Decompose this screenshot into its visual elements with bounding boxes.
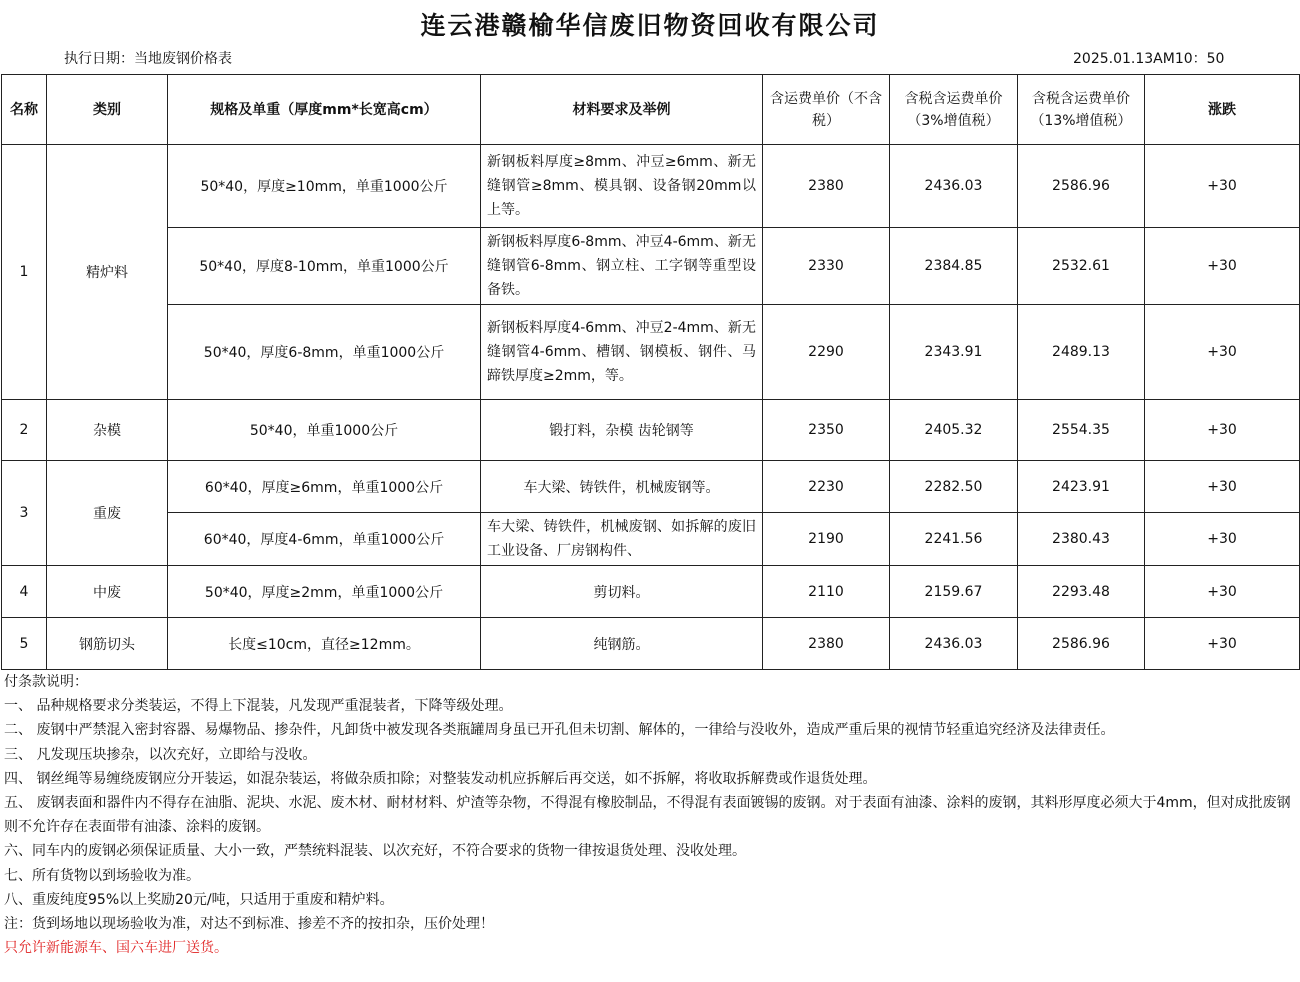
row-change: +30 — [1145, 145, 1300, 228]
terms-item: 五、 废钢表面和器件内不得存在油脂、泥块、水泥、废木材、耐材材料、炉渣等杂物，不得混有橡胶制品，不得混有表面镀锡的废钢。对于表面有油漆、涂料的废钢，其料形厚度必须大于4mm，但对成批废钢则不允许存在表面带有油漆、涂料的废钢。 — [4, 795, 1291, 836]
row-requirement: 新钢板料厚度4-6mm、冲豆2-4mm、新无缝钢管4-6mm、槽钢、钢模板、钢件、马蹄铁厚度≥2mm，等。 — [481, 305, 763, 400]
row-change: +30 — [1145, 400, 1300, 461]
row-price-tax3: 2282.50 — [890, 461, 1018, 513]
row-requirement: 纯钢筋。 — [481, 618, 763, 670]
row-price: 2380 — [763, 618, 890, 670]
row-number: 4 — [2, 566, 47, 618]
row-spec: 50*40，厚度6-8mm，单重1000公斤 — [168, 305, 481, 400]
row-spec: 50*40，单重1000公斤 — [168, 400, 481, 461]
table-row — [2, 461, 1300, 513]
row-price: 2380 — [763, 145, 890, 228]
row-spec: 50*40，厚度≥10mm，单重1000公斤 — [168, 145, 481, 228]
row-spec: 60*40，厚度≥6mm，单重1000公斤 — [168, 461, 481, 513]
red-notice: 只允许新能源车、国六车进厂送货。 — [4, 940, 228, 957]
row-category: 精炉料 — [47, 145, 168, 400]
table-row — [2, 400, 1300, 461]
execution-date-label: 执行日期：当地废钢价格表 — [64, 51, 232, 67]
header-price-tax3: 含税含运费单价（3%增值税） — [890, 75, 1018, 145]
header-no: 名称 — [2, 75, 47, 145]
row-price-tax13: 2532.61 — [1018, 228, 1145, 305]
row-price: 2110 — [763, 566, 890, 618]
row-requirement: 车大梁、铸铁件，机械废钢、如拆解的废旧工业设备、厂房钢构件、 — [481, 513, 763, 566]
row-price-tax13: 2293.48 — [1018, 566, 1145, 618]
row-change: +30 — [1145, 513, 1300, 566]
row-requirement: 新钢板料厚度≥8mm、冲豆≥6mm、新无缝钢管≥8mm、模具钢、设备钢20mm以上等。 — [481, 145, 763, 228]
row-price: 2190 — [763, 513, 890, 566]
row-price-tax3: 2384.85 — [890, 228, 1018, 305]
row-change: +30 — [1145, 566, 1300, 618]
row-spec: 50*40，厚度≥2mm，单重1000公斤 — [168, 566, 481, 618]
terms-item: 注：货到场地以现场验收为准，对达不到标准、掺差不齐的按扣杂，压价处理！ — [4, 916, 494, 933]
row-category: 重废 — [47, 461, 168, 566]
row-spec: 50*40，厚度8-10mm，单重1000公斤 — [168, 228, 481, 305]
row-price-tax13: 2554.35 — [1018, 400, 1145, 461]
row-requirement: 车大梁、铸铁件，机械废钢等。 — [481, 461, 763, 513]
row-price-tax13: 2423.91 — [1018, 461, 1145, 513]
terms-section — [4, 670, 1296, 960]
row-price: 2330 — [763, 228, 890, 305]
price-table — [1, 74, 1300, 670]
table-row — [2, 145, 1300, 228]
row-change: +30 — [1145, 461, 1300, 513]
row-price-tax13: 2380.43 — [1018, 513, 1145, 566]
table-row — [2, 566, 1300, 618]
terms-item: 一、 品种规格要求分类装运，不得上下混装，凡发现严重混装者，下降等级处理。 — [4, 698, 513, 715]
row-category: 钢筋切头 — [47, 618, 168, 670]
row-change: +30 — [1145, 228, 1300, 305]
row-price-tax3: 2436.03 — [890, 145, 1018, 228]
header-price-tax13: 含税含运费单价（13%增值税） — [1018, 75, 1145, 145]
row-number: 3 — [2, 461, 47, 566]
header-row — [2, 75, 1300, 145]
row-price: 2290 — [763, 305, 890, 400]
row-price-tax3: 2159.67 — [890, 566, 1018, 618]
header-price-excl-tax: 含运费单价（不含税） — [763, 75, 890, 145]
row-change: +30 — [1145, 305, 1300, 400]
header-change: 涨跌 — [1145, 75, 1300, 145]
row-price-tax3: 2436.03 — [890, 618, 1018, 670]
row-requirement: 剪切料。 — [481, 566, 763, 618]
terms-item: 四、 钢丝绳等易缠绕废钢应分开装运，如混杂装运，将做杂质扣除；对整装发动机应拆解后再交送，如不拆解，将收取拆解费或作退货处理。 — [4, 770, 877, 787]
row-number: 5 — [2, 618, 47, 670]
table-row — [2, 228, 1300, 305]
row-price-tax13: 2586.96 — [1018, 618, 1145, 670]
row-price: 2230 — [763, 461, 890, 513]
row-category: 中废 — [47, 566, 168, 618]
company-title: 连云港赣榆华信废旧物资回收有限公司 — [420, 11, 880, 40]
row-category: 杂模 — [47, 400, 168, 461]
terms-title: 付条款说明： — [4, 674, 88, 690]
row-price-tax3: 2241.56 — [890, 513, 1018, 566]
row-requirement: 新钢板料厚度6-8mm、冲豆4-6mm、新无缝钢管6-8mm、钢立柱、工字钢等重型设备铁。 — [481, 228, 763, 305]
header-requirement: 材料要求及举例 — [481, 75, 763, 145]
terms-item: 七、所有货物以到场验收为准。 — [4, 867, 200, 884]
header-category: 类别 — [47, 75, 168, 145]
header-spec: 规格及单重（厚度mm*长宽高cm） — [168, 75, 481, 145]
row-number: 1 — [2, 145, 47, 400]
row-number: 2 — [2, 400, 47, 461]
row-price-tax3: 2343.91 — [890, 305, 1018, 400]
row-spec: 长度≤10cm，直径≥12mm。 — [168, 618, 481, 670]
terms-item: 三、 凡发现压块掺杂，以次充好，立即给与没收。 — [4, 746, 317, 763]
row-price-tax3: 2405.32 — [890, 400, 1018, 461]
terms-item: 二、 废钢中严禁混入密封容器、易爆物品、掺杂件，凡卸货中被发现各类瓶罐周身虽已开孔但未切割、解体的，一律给与没收外，造成严重后果的视情节轻重追究经济及法律责任。 — [4, 722, 1115, 739]
row-change: +30 — [1145, 618, 1300, 670]
row-requirement: 锻打料，杂模 齿轮钢等 — [481, 400, 763, 461]
row-price-tax13: 2489.13 — [1018, 305, 1145, 400]
row-price: 2350 — [763, 400, 890, 461]
row-price-tax13: 2586.96 — [1018, 145, 1145, 228]
row-spec: 60*40，厚度4-6mm，单重1000公斤 — [168, 513, 481, 566]
timestamp: 2025.01.13AM10：50 — [1073, 51, 1225, 67]
table-row — [2, 513, 1300, 566]
terms-item: 六、同车内的废钢必须保证质量、大小一致，严禁统料混装、以次充好，不符合要求的货物一律按退货处理、没收处理。 — [4, 843, 746, 860]
table-row — [2, 305, 1300, 400]
terms-item: 八、重废纯度95%以上奖励20元/吨，只适用于重废和精炉料。 — [4, 891, 394, 908]
table-row — [2, 618, 1300, 670]
